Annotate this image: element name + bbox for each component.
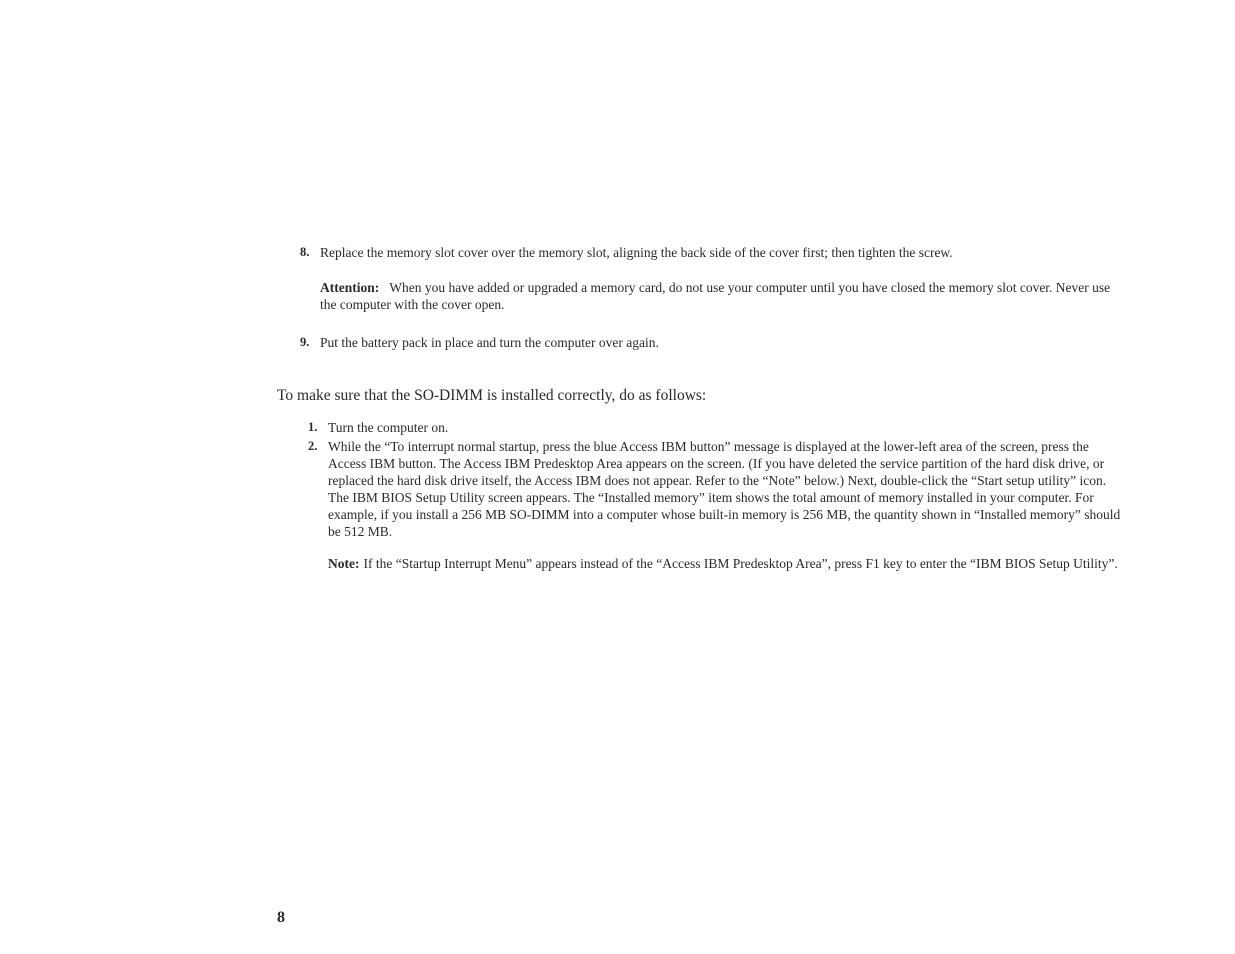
step-number: 9. (300, 335, 310, 349)
step-number: 8. (300, 245, 310, 259)
step-number: 1. (308, 420, 318, 434)
note (328, 555, 1124, 572)
step-text: Put the battery pack in place and turn the computer over again. (320, 335, 659, 350)
attention-note (320, 279, 1124, 313)
verify-step-1 (308, 419, 1124, 436)
step-9 (300, 334, 1124, 351)
page-number: 8 (277, 909, 285, 926)
step-text: Replace the memory slot cover over the memory slot, aligning the back side of the cover first; then tighten the screw. (320, 245, 953, 260)
note-text: If the “Startup Interrupt Menu” appears instead of the “Access IBM Predesktop Area”, press F1 key to enter the “IBM BIOS Setup Utility”. (363, 556, 1118, 571)
step-8 (300, 244, 1124, 313)
note-label: Note: (328, 556, 360, 571)
step-number: 2. (308, 439, 318, 453)
verification-intro: To make sure that the SO-DIMM is installed correctly, do as follows: (277, 387, 707, 404)
step-text: Turn the computer on. (328, 420, 449, 435)
step-text: While the “To interrupt normal startup, press the blue Access IBM button” message is displayed at the lower-left area of the screen, press the Access IBM button. The Access IBM Predesktop Area appears on the screen. (If you have deleted the service partition of the hard disk drive, or replaced the hard disk drive itself, the Access IBM does not appear. Refer to the “Note” below.) Next, double-click the “Start setup utility” icon. The IBM BIOS Setup Utility screen appears. The “Installed memory” item shows the total amount of memory installed in your computer. For example, if you install a 256 MB SO-DIMM into a computer whose built-in memory is 256 MB, the quantity shown in “Installed memory” should be 512 MB. (328, 439, 1121, 539)
verify-step-2 (308, 438, 1124, 572)
attention-label: Attention: (320, 280, 380, 295)
attention-text: When you have added or upgraded a memory card, do not use your computer until you have closed the memory slot cover. Never use the computer with the cover open. (320, 280, 1111, 312)
